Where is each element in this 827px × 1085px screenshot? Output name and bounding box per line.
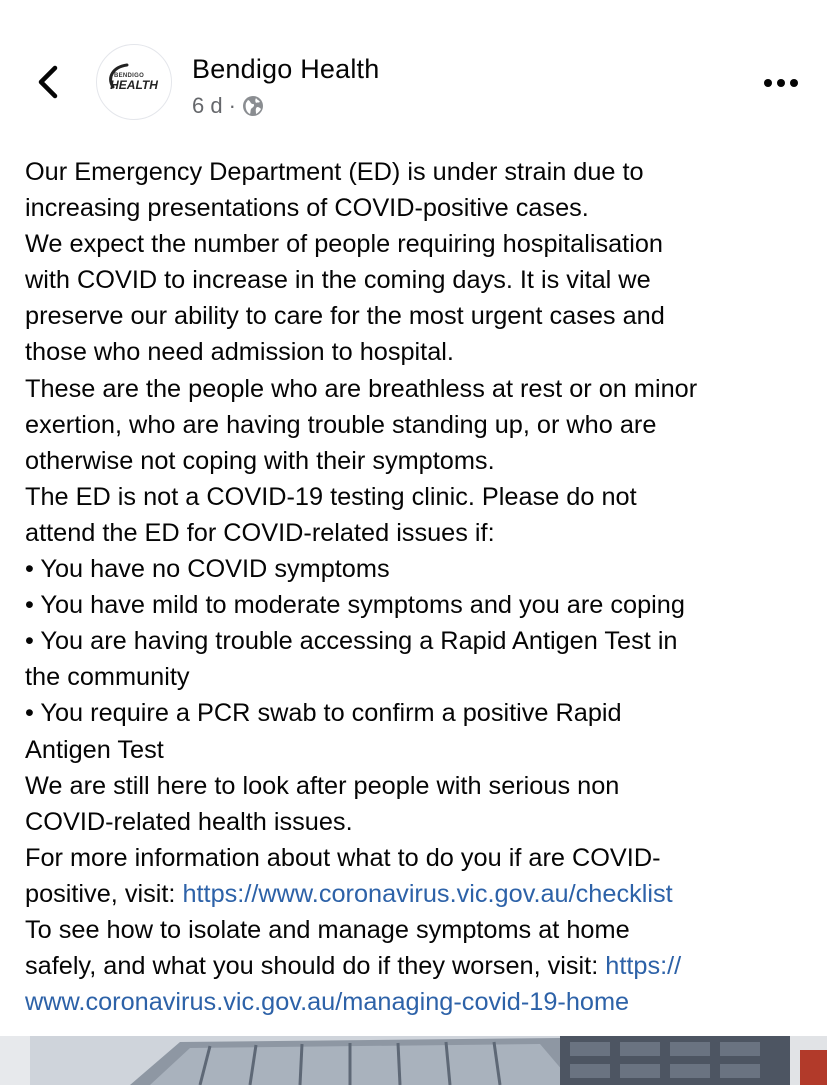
post-line bbox=[25, 984, 815, 1020]
post-line: increasing presentations of COVID-positive cases. bbox=[25, 194, 589, 223]
post-line: exertion, who are having trouble standing up, or who are bbox=[25, 410, 657, 439]
avatar-logo-main: HEALTH bbox=[110, 77, 158, 92]
bullet-item: • You require a PCR swab to confirm a positive Rapid bbox=[25, 699, 622, 728]
post-line: We are still here to look after people with serious non bbox=[25, 771, 620, 800]
bullet-item: • You are having trouble accessing a Rapid Antigen Test in bbox=[25, 627, 678, 656]
timestamp[interactable]: 6 d bbox=[192, 93, 223, 118]
back-button[interactable] bbox=[28, 62, 68, 102]
checklist-link[interactable]: https://www.coronavirus.vic.gov.au/checklist bbox=[182, 879, 673, 908]
post-line-text: safely, and what you should do if they worsen, visit: bbox=[25, 952, 606, 981]
post-image[interactable] bbox=[0, 1036, 827, 1085]
meta-separator: · bbox=[228, 93, 236, 118]
more-options-button[interactable] bbox=[761, 72, 801, 94]
avatar[interactable] bbox=[96, 44, 172, 120]
page-name[interactable]: Bendigo Health bbox=[192, 54, 380, 84]
bullet-item: • You have no COVID symptoms bbox=[25, 555, 390, 584]
post-line: with COVID to increase in the coming days. It is vital we bbox=[25, 266, 651, 295]
post-line: For more information about what to do you if are COVID- bbox=[25, 843, 661, 872]
bullet-item: • You have mild to moderate symptoms and you are coping bbox=[25, 591, 685, 620]
post-line: those who need admission to hospital. bbox=[25, 338, 454, 367]
more-horizontal-icon bbox=[763, 78, 799, 88]
post-line: The ED is not a COVID-19 testing clinic. Please do not bbox=[25, 482, 637, 511]
post-line bbox=[25, 948, 815, 984]
post-line: We expect the number of people requiring hospitalisation bbox=[25, 230, 663, 259]
post-line: COVID-related health issues. bbox=[25, 807, 353, 836]
managing-covid-link-part2[interactable]: www.coronavirus.vic.gov.au/managing-covid-19-home bbox=[25, 988, 630, 1017]
avatar-logo-small: BENDIGO bbox=[113, 72, 145, 79]
post-line bbox=[25, 876, 815, 912]
post-line: To see how to isolate and manage symptoms at home bbox=[25, 915, 630, 944]
post-meta bbox=[192, 93, 264, 119]
post-line: preserve our ability to care for the most urgent cases and bbox=[25, 302, 665, 331]
post-header bbox=[0, 0, 827, 140]
post-line: the community bbox=[25, 663, 190, 692]
post-line: Antigen Test bbox=[25, 735, 164, 764]
post-line: These are the people who are breathless at rest or on minor bbox=[25, 374, 698, 403]
post-line: otherwise not coping with their symptoms. bbox=[25, 446, 495, 475]
building-photo-icon bbox=[0, 1036, 827, 1085]
post-line-text: positive, visit: bbox=[25, 879, 183, 908]
chevron-left-icon bbox=[36, 64, 60, 100]
globe-icon bbox=[242, 95, 264, 117]
managing-covid-link-part1[interactable]: https:// bbox=[605, 952, 682, 981]
post-line: Our Emergency Department (ED) is under strain due to bbox=[25, 158, 644, 186]
post-line: attend the ED for COVID-related issues if: bbox=[25, 518, 495, 547]
post-text bbox=[25, 154, 815, 1020]
